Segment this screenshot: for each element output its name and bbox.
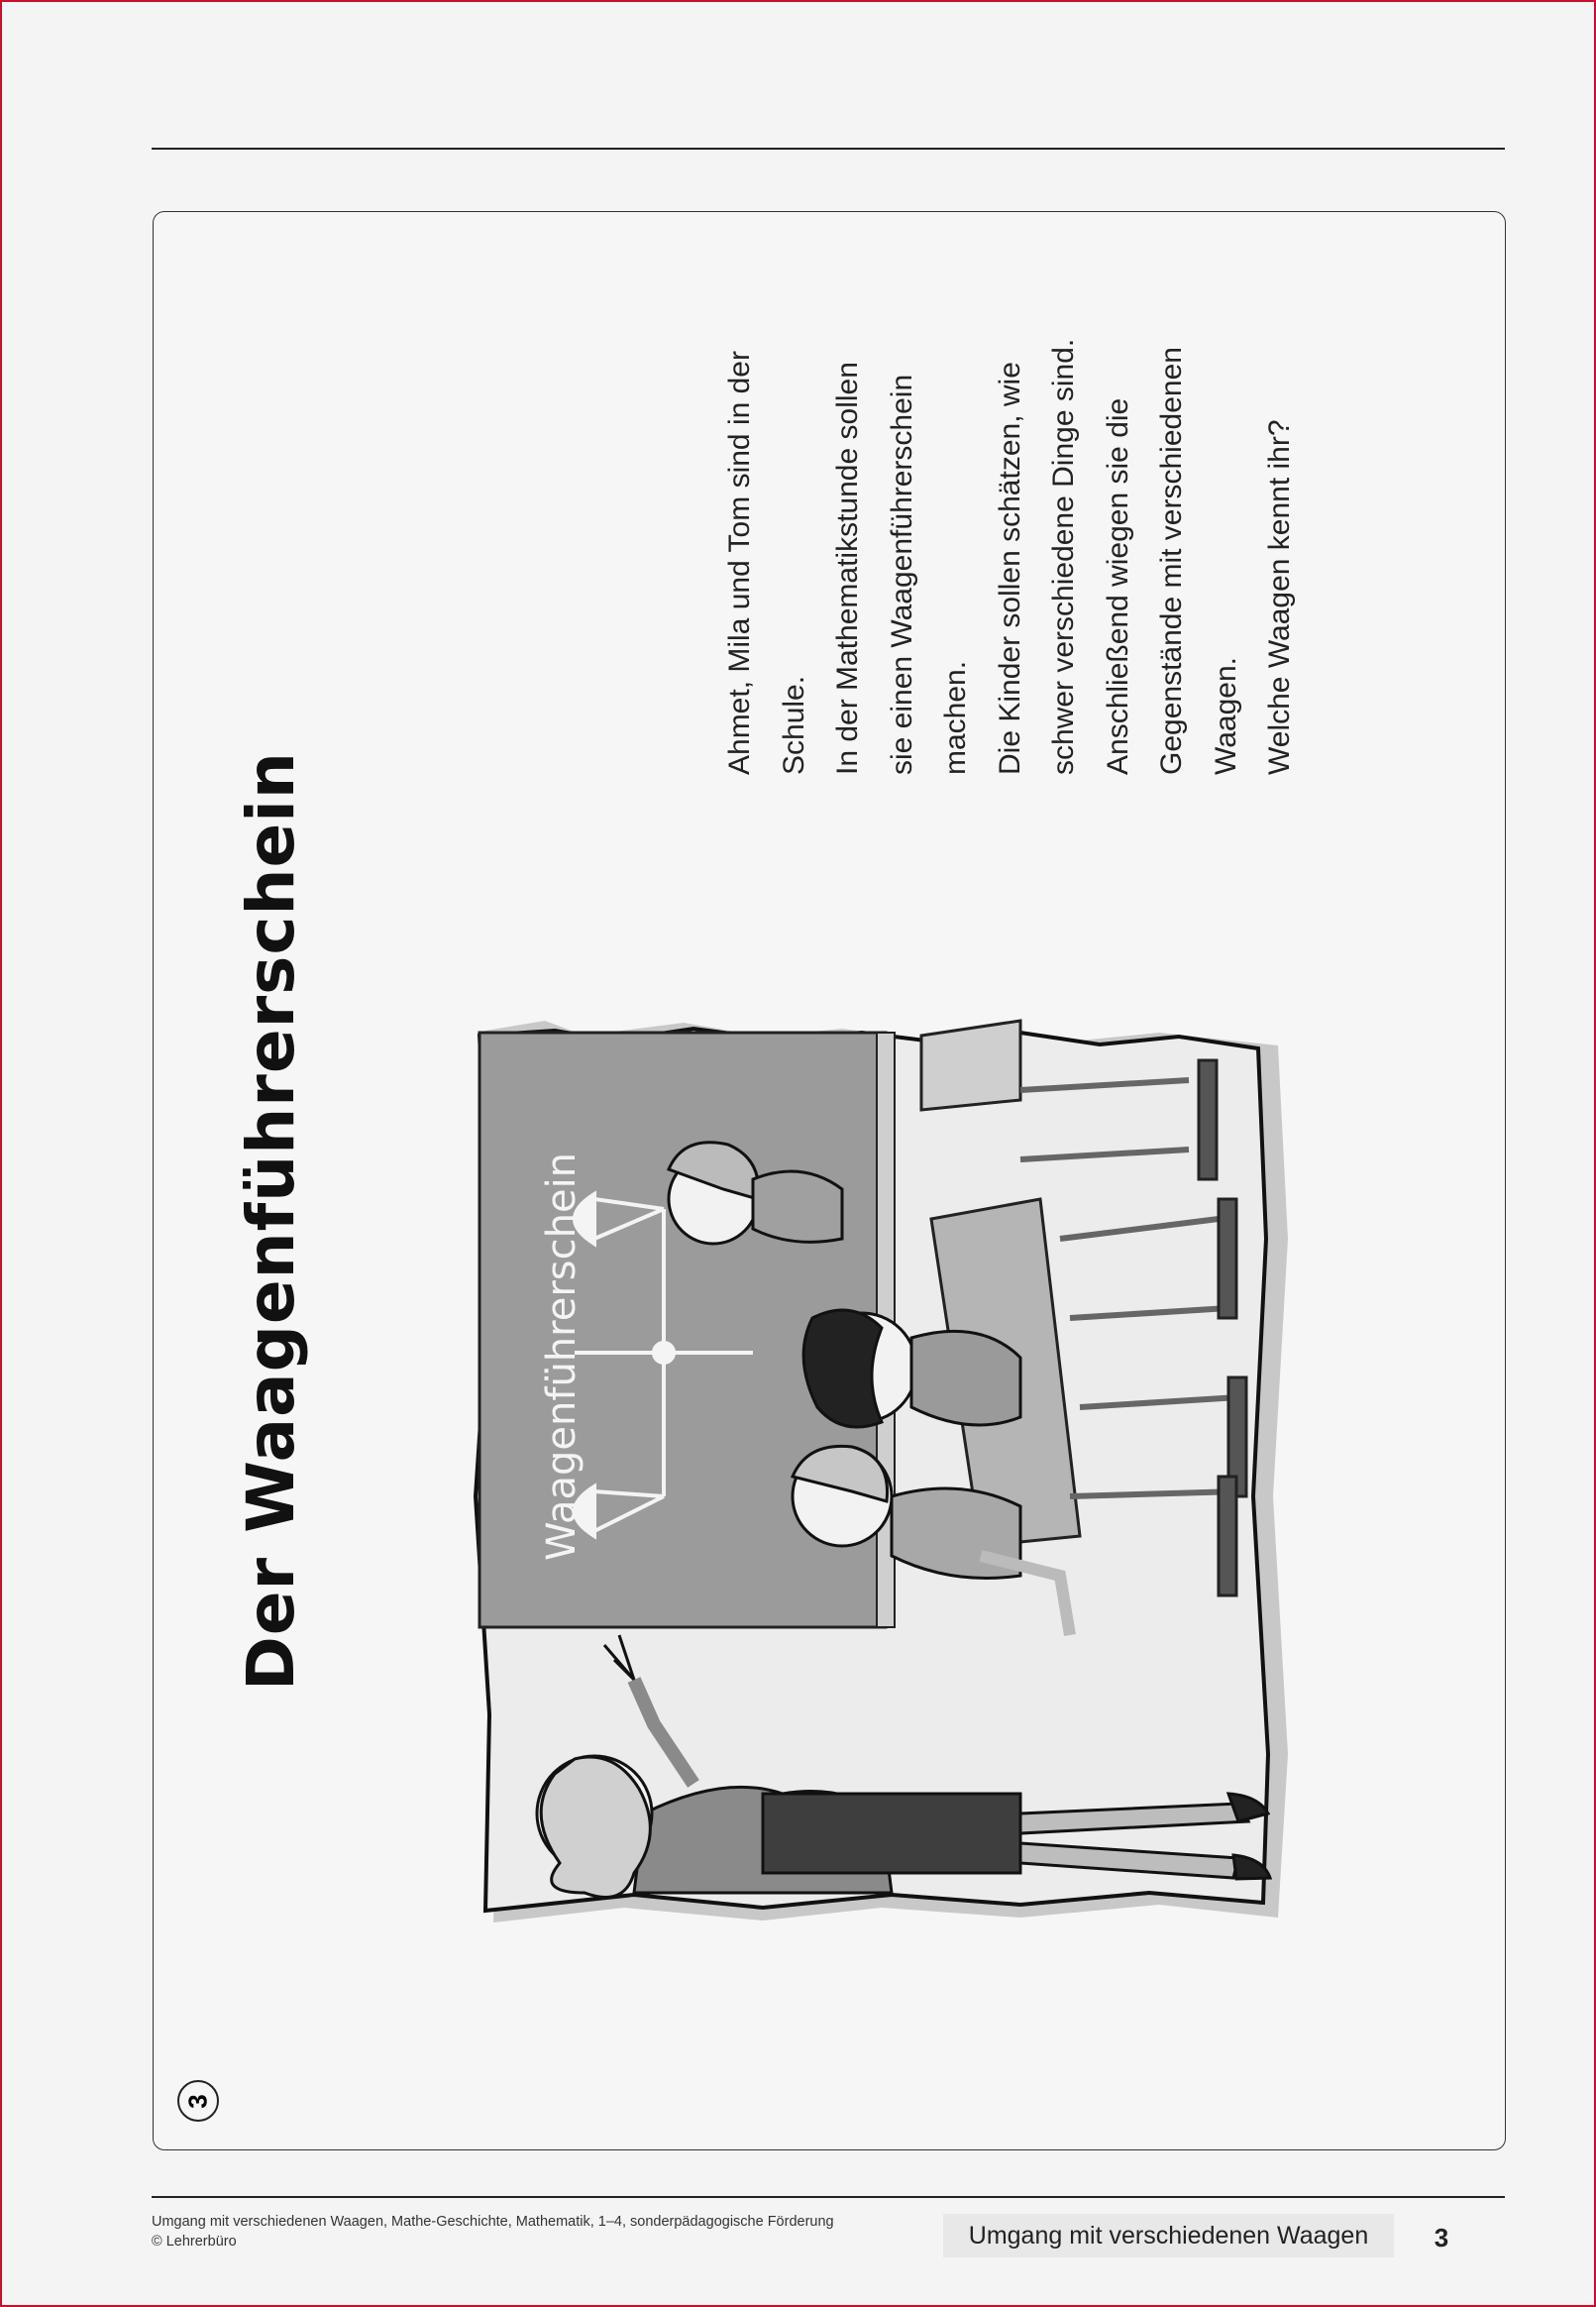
blackboard-text: Waagenführerschein <box>539 1152 585 1561</box>
story-line: sie einen Waagenführerschein <box>885 374 918 775</box>
footer-title: Umgang mit verschiedenen Waagen <box>943 2214 1394 2257</box>
task-number-badge <box>177 2080 219 2122</box>
worksheet-title: Der Waagenführerschein <box>233 751 309 1691</box>
story-line: Welche Waagen kennt ihr? <box>1263 419 1296 775</box>
footer-copyright: © Lehrerbüro <box>152 2234 237 2250</box>
story-line: In der Mathematikstunde sollen <box>831 362 864 775</box>
story-line: Die Kinder sollen schätzen, wie <box>993 362 1026 775</box>
story-line: Schule. <box>777 675 810 775</box>
footer-meta <box>152 2212 944 2252</box>
footer-meta-line: Umgang mit verschiedenen Waagen, Mathe-Geschichte, Mathematik, 1–4, sonderpädagogische Förderung <box>152 2214 834 2230</box>
task-number: 3 <box>182 2093 213 2109</box>
story-line: machen. <box>939 660 972 775</box>
story-line: schwer verschiedene Dinge sind. <box>1047 338 1080 775</box>
page-number: 3 <box>1434 2222 1449 2252</box>
story-text <box>713 250 1308 775</box>
classroom-illustration <box>466 941 1298 1922</box>
story-line: Waagen. <box>1209 657 1242 775</box>
top-rule <box>152 148 1505 150</box>
bottom-rule <box>152 2196 1505 2198</box>
story-line: Ahmet, Mila und Tom sind in der <box>723 351 756 775</box>
story-line: Anschließend wiegen sie die <box>1101 397 1134 775</box>
story-line: Gegenstände mit verschiedenen <box>1155 347 1188 775</box>
